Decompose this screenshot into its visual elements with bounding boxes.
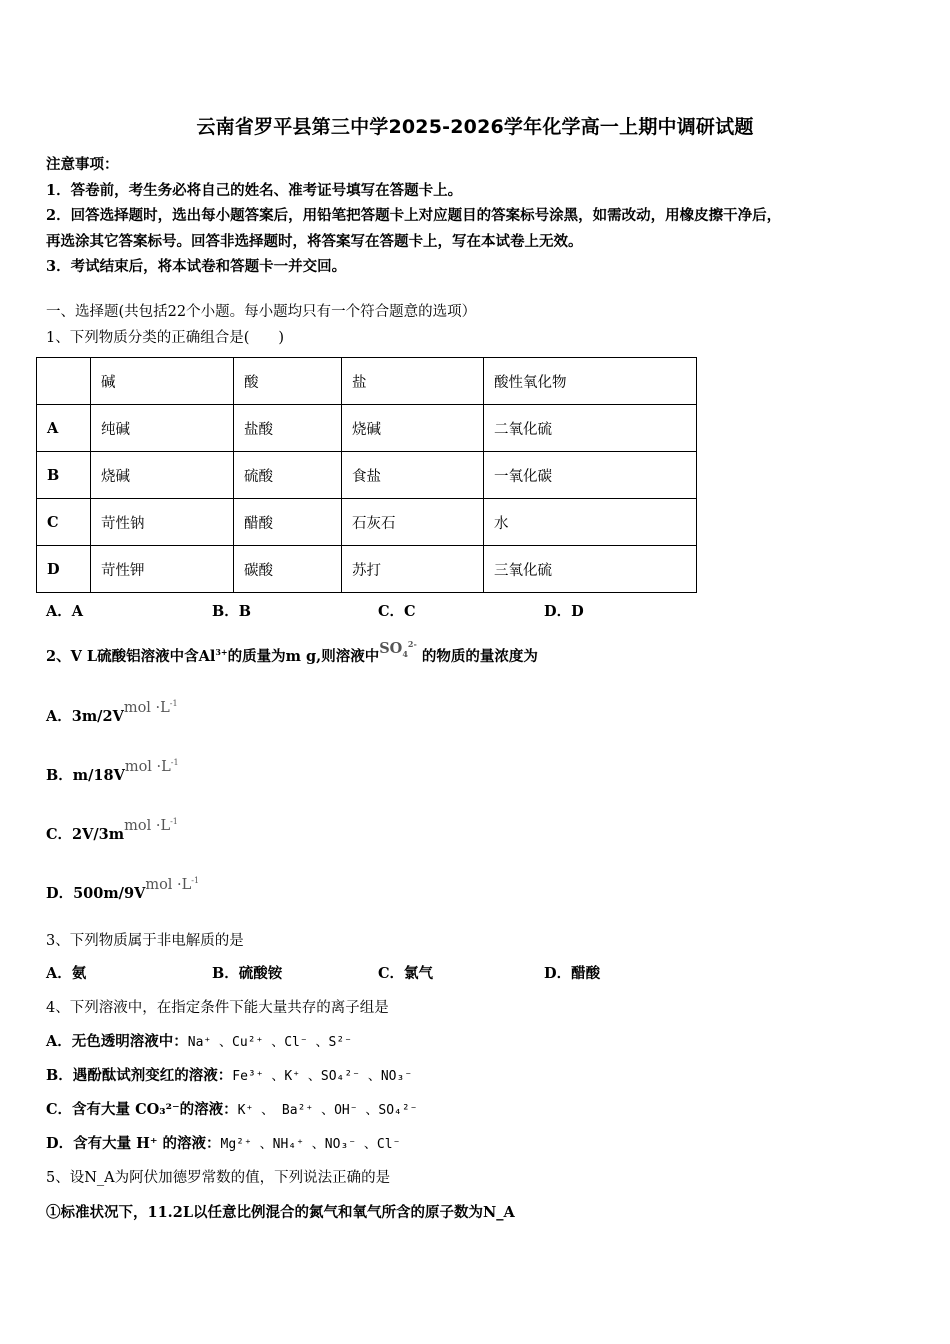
table-cell: 一氧化碳 — [484, 452, 697, 499]
q4-option-a[interactable]: A．无色透明溶液中：Na⁺ 、Cu²⁺ 、Cl⁻ 、S²⁻ — [46, 1033, 352, 1050]
option-c[interactable]: C．C — [378, 603, 416, 620]
q4-option-b[interactable]: B．遇酚酞试剂变红的溶液：Fe³⁺ 、K⁺ 、SO₄²⁻ 、NO₃⁻ — [46, 1067, 413, 1084]
notes-item: 1．答卷前，考生务必将自己的姓名、准考证号填写在答题卡上。 — [46, 181, 463, 199]
table-row — [37, 546, 697, 593]
table-cell: 三氧化硫 — [484, 546, 697, 593]
option-a[interactable]: A．氨 — [46, 965, 87, 982]
table-cell: C — [37, 499, 91, 546]
table-cell: 苛性钾 — [91, 546, 234, 593]
table-cell: 水 — [484, 499, 697, 546]
unit-formula: mol $\cdot L^{-1}$ — [123, 699, 178, 716]
q2-stem-pre: 2、V L硫酸铝溶液中含Al — [46, 648, 216, 665]
table-cell: 盐酸 — [234, 405, 342, 452]
table-cell: 苛性钠 — [91, 499, 234, 546]
notes-block — [46, 152, 781, 280]
option-d[interactable]: D．醋酸 — [544, 965, 601, 982]
table-row — [37, 499, 697, 546]
unit-formula: mol $\cdot L^{-1}$ — [124, 817, 178, 834]
table-header-row — [37, 358, 697, 405]
section-heading: 一、选择题(共包括22个小题。每小题均只有一个符合题意的选项） — [46, 304, 477, 320]
table-cell: A — [37, 405, 91, 452]
q5-item-1: ①标准状况下，11.2L以任意比例混合的氮气和氧气所含的原子数为N_A — [46, 1204, 515, 1221]
notes-item: 2．回答选择题时，选出每小题答案后，用铅笔把答题卡上对应题目的答案标号涂黑，如需改动，用橡皮擦干净后， — [46, 207, 782, 224]
table-cell: 烧碱 — [342, 405, 484, 452]
table-cell — [37, 358, 91, 405]
table-cell: 石灰石 — [342, 499, 484, 546]
exam-title: 云南省罗平县第三中学2025-2026学年化学高一上期中调研试题 — [196, 116, 754, 138]
q5-stem: 5、设N_A为阿伏加德罗常数的值，下列说法正确的是 — [46, 1170, 391, 1186]
q3-stem: 3、下列物质属于非电解质的是 — [46, 933, 244, 949]
notes-item: 再选涂其它答案标号。回答非选择题时，将答案写在答题卡上，写在本试卷上无效。 — [46, 232, 583, 250]
q2-option-d[interactable]: D．500m/9Vmol $\cdot L^{-1}$ — [46, 876, 200, 902]
unit-formula: mol $\cdot L^{-1}$ — [124, 758, 179, 775]
table-cell: 硫酸 — [234, 452, 342, 499]
ion-list: Fe³⁺ 、K⁺ 、SO₄²⁻ 、NO₃⁻ — [232, 1069, 413, 1084]
q4-stem: 4、下列溶液中，在指定条件下能大量共存的离子组是 — [46, 1000, 389, 1016]
q1-table — [36, 357, 697, 593]
q2-option-a[interactable]: A．3m/2Vmol $\cdot L^{-1}$ — [46, 699, 178, 725]
table-cell: B — [37, 452, 91, 499]
q2-stem — [46, 639, 538, 667]
q2-stem-post: 的物质的量浓度为 — [421, 648, 538, 665]
table-row — [37, 405, 697, 452]
table-cell: 酸 — [234, 358, 342, 405]
ion-list: K⁺ 、 Ba²⁺ 、OH⁻ 、SO₄²⁻ — [237, 1103, 418, 1118]
q2-al-charge: 3+ — [215, 647, 228, 657]
table-cell: 盐 — [342, 358, 484, 405]
notes-item: 3．考试结束后，将本试卷和答题卡一并交回。 — [46, 258, 347, 275]
option-c[interactable]: C．氯气 — [378, 965, 434, 982]
table-cell: 苏打 — [342, 546, 484, 593]
ion-list: Mg²⁺ 、NH₄⁺ 、NO₃⁻ 、Cl⁻ — [220, 1137, 401, 1152]
table-cell: 醋酸 — [234, 499, 342, 546]
q1-options — [46, 600, 584, 621]
option-a[interactable]: A．A — [46, 603, 84, 620]
q3-options — [46, 962, 600, 983]
ion-list: Na⁺ 、Cu²⁺ 、Cl⁻ 、S²⁻ — [187, 1035, 352, 1050]
table-cell: 纯碱 — [91, 405, 234, 452]
q4-option-d[interactable]: D．含有大量 H⁺ 的溶液：Mg²⁺ 、NH₄⁺ 、NO₃⁻ 、Cl⁻ — [46, 1135, 401, 1152]
table-cell: 碳酸 — [234, 546, 342, 593]
table-cell: 酸性氧化物 — [484, 358, 697, 405]
option-b[interactable]: B．B — [212, 603, 252, 620]
notes-heading: 注意事项： — [46, 156, 119, 173]
q2-stem-mid: 的质量为m g,则溶液中 — [227, 648, 380, 665]
option-d[interactable]: D．D — [544, 603, 584, 620]
table-cell: D — [37, 546, 91, 593]
unit-formula: mol $\cdot L^{-1}$ — [145, 876, 200, 893]
table-cell: 烧碱 — [91, 452, 234, 499]
q1-stem: 1、下列物质分类的正确组合是( ) — [46, 330, 285, 346]
option-b[interactable]: B．硫酸铵 — [212, 965, 283, 982]
table-cell: 二氧化硫 — [484, 405, 697, 452]
sulfate-formula: $SO_4^{2-}$ — [379, 639, 417, 659]
table-row — [37, 452, 697, 499]
q2-option-b[interactable]: B．m/18Vmol $\cdot L^{-1}$ — [46, 758, 179, 784]
table-cell: 碱 — [91, 358, 234, 405]
q4-option-c[interactable]: C．含有大量 CO₃²⁻的溶液：K⁺ 、 Ba²⁺ 、OH⁻ 、SO₄²⁻ — [46, 1101, 418, 1118]
q2-option-c[interactable]: C．2V/3mmol $\cdot L^{-1}$ — [46, 817, 178, 843]
table-cell: 食盐 — [342, 452, 484, 499]
